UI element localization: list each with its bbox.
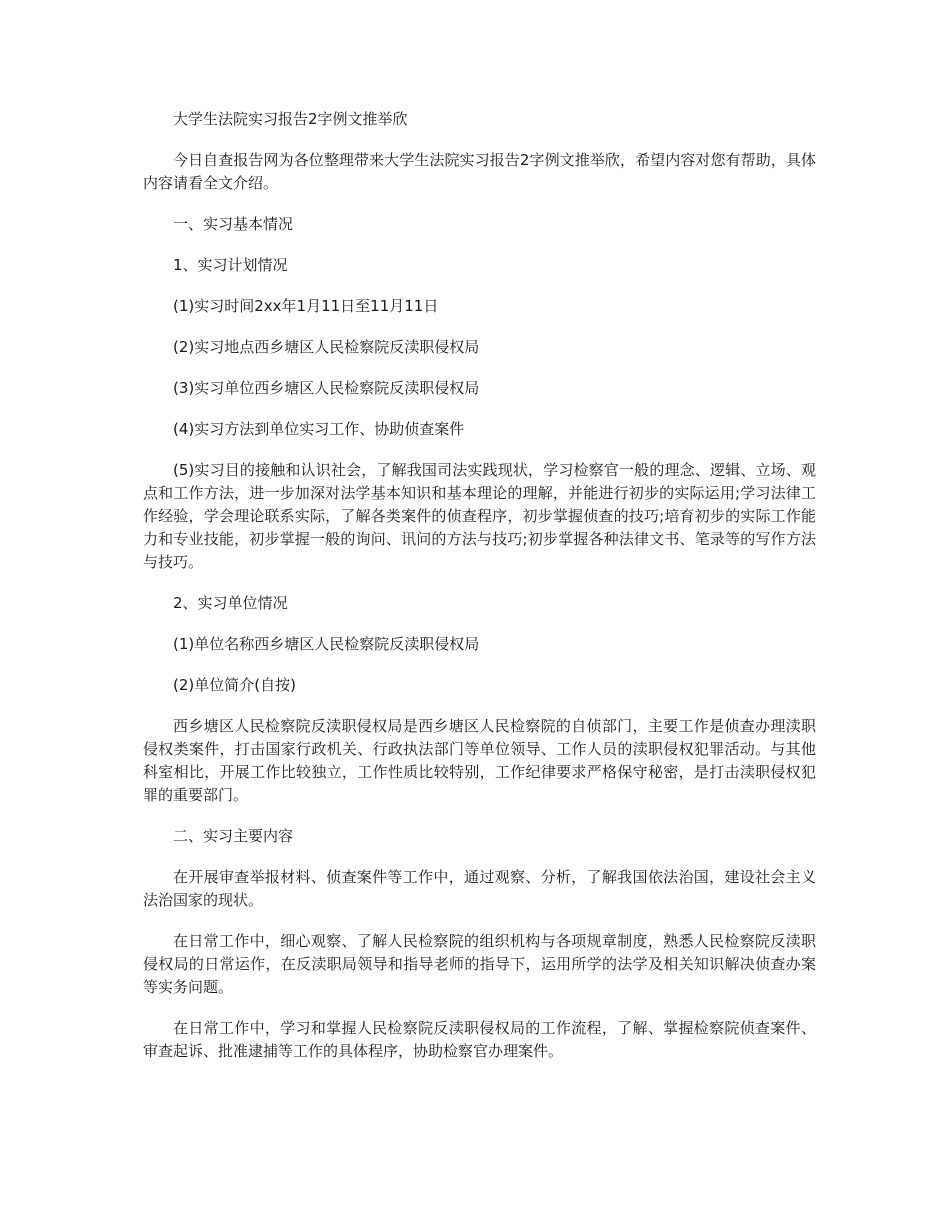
document-page [143, 108, 816, 1081]
plan-item-location: (2)实习地点西乡塘区人民检察院反渎职侵权局 [173, 338, 480, 356]
unit-description-paragraph: 西乡塘区人民检察院反渎职侵权局是西乡塘区人民检察院的自侦部门，主要工作是侦查办理渎职侵权类案件，打击国家行政机关、行政执法部门等单位领导、工作人员的渎职侵权犯罪活动。与其他科室相比，开展工作比较独立，工作性质比较特别，工作纪律要求严格保守秘密，是打击渎职侵权犯罪的重要部门。 [143, 717, 816, 804]
intro-paragraph: 今日自查报告网为各位整理带来大学生法院实习报告2字例文推举欣，希望内容对您有帮助，具体内容请看全文介绍。 [143, 151, 816, 192]
plan-item-time: (1)实习时间2xx年1月11日至11月11日 [173, 297, 439, 315]
document-title: 大学生法院实习报告2字例文推举欣 [173, 110, 408, 128]
unit-item-intro: (2)单位简介(自按) [173, 676, 296, 694]
content-paragraph-3: 在日常工作中，学习和掌握人民检察院反渎职侵权局的工作流程，了解、掌握检察院侦查案件、审查起诉、批准逮捕等工作的具体程序，协助检察官办理案件。 [143, 1019, 816, 1060]
content-paragraph-2: 在日常工作中，细心观察、了解人民检察院的组织机构与各项规章制度，熟悉人民检察院反渎职侵权局的日常运作，在反渎职局领导和指导老师的指导下，运用所学的法学及相关知识解决侦查办案等实务问题。 [143, 932, 816, 996]
content-paragraph-1: 在开展审查举报材料、侦查案件等工作中，通过观察、分析，了解我国依法治国，建设社会主义法治国家的现状。 [143, 868, 816, 909]
subsection-heading-plan: 1、实习计划情况 [173, 256, 288, 274]
unit-item-name: (1)单位名称西乡塘区人民检察院反渎职侵权局 [173, 635, 480, 653]
plan-item-unit: (3)实习单位西乡塘区人民检察院反渎职侵权局 [173, 379, 480, 397]
subsection-heading-unit: 2、实习单位情况 [173, 594, 288, 612]
section-heading-main-content: 二、实习主要内容 [173, 827, 294, 845]
plan-item-purpose: (5)实习目的接触和认识社会，了解我国司法实践现状，学习检察官一般的理念、逻辑、立场、观点和工作方法，进一步加深对法学基本知识和基本理论的理解，并能进行初步的实际运用;学习法律工作经验，学会理论联系实际，了解各类案件的侦查程序，初步掌握侦查的技巧;培育初步的实际工作能力和专业技能，初步掌握一般的询问、讯问的方法与技巧;初步掌握各种法律文书、笔录等的写作方法与技巧。 [143, 461, 816, 571]
section-heading-basic-situation: 一、实习基本情况 [173, 215, 294, 233]
plan-item-method: (4)实习方法到单位实习工作、协助侦查案件 [173, 420, 465, 438]
